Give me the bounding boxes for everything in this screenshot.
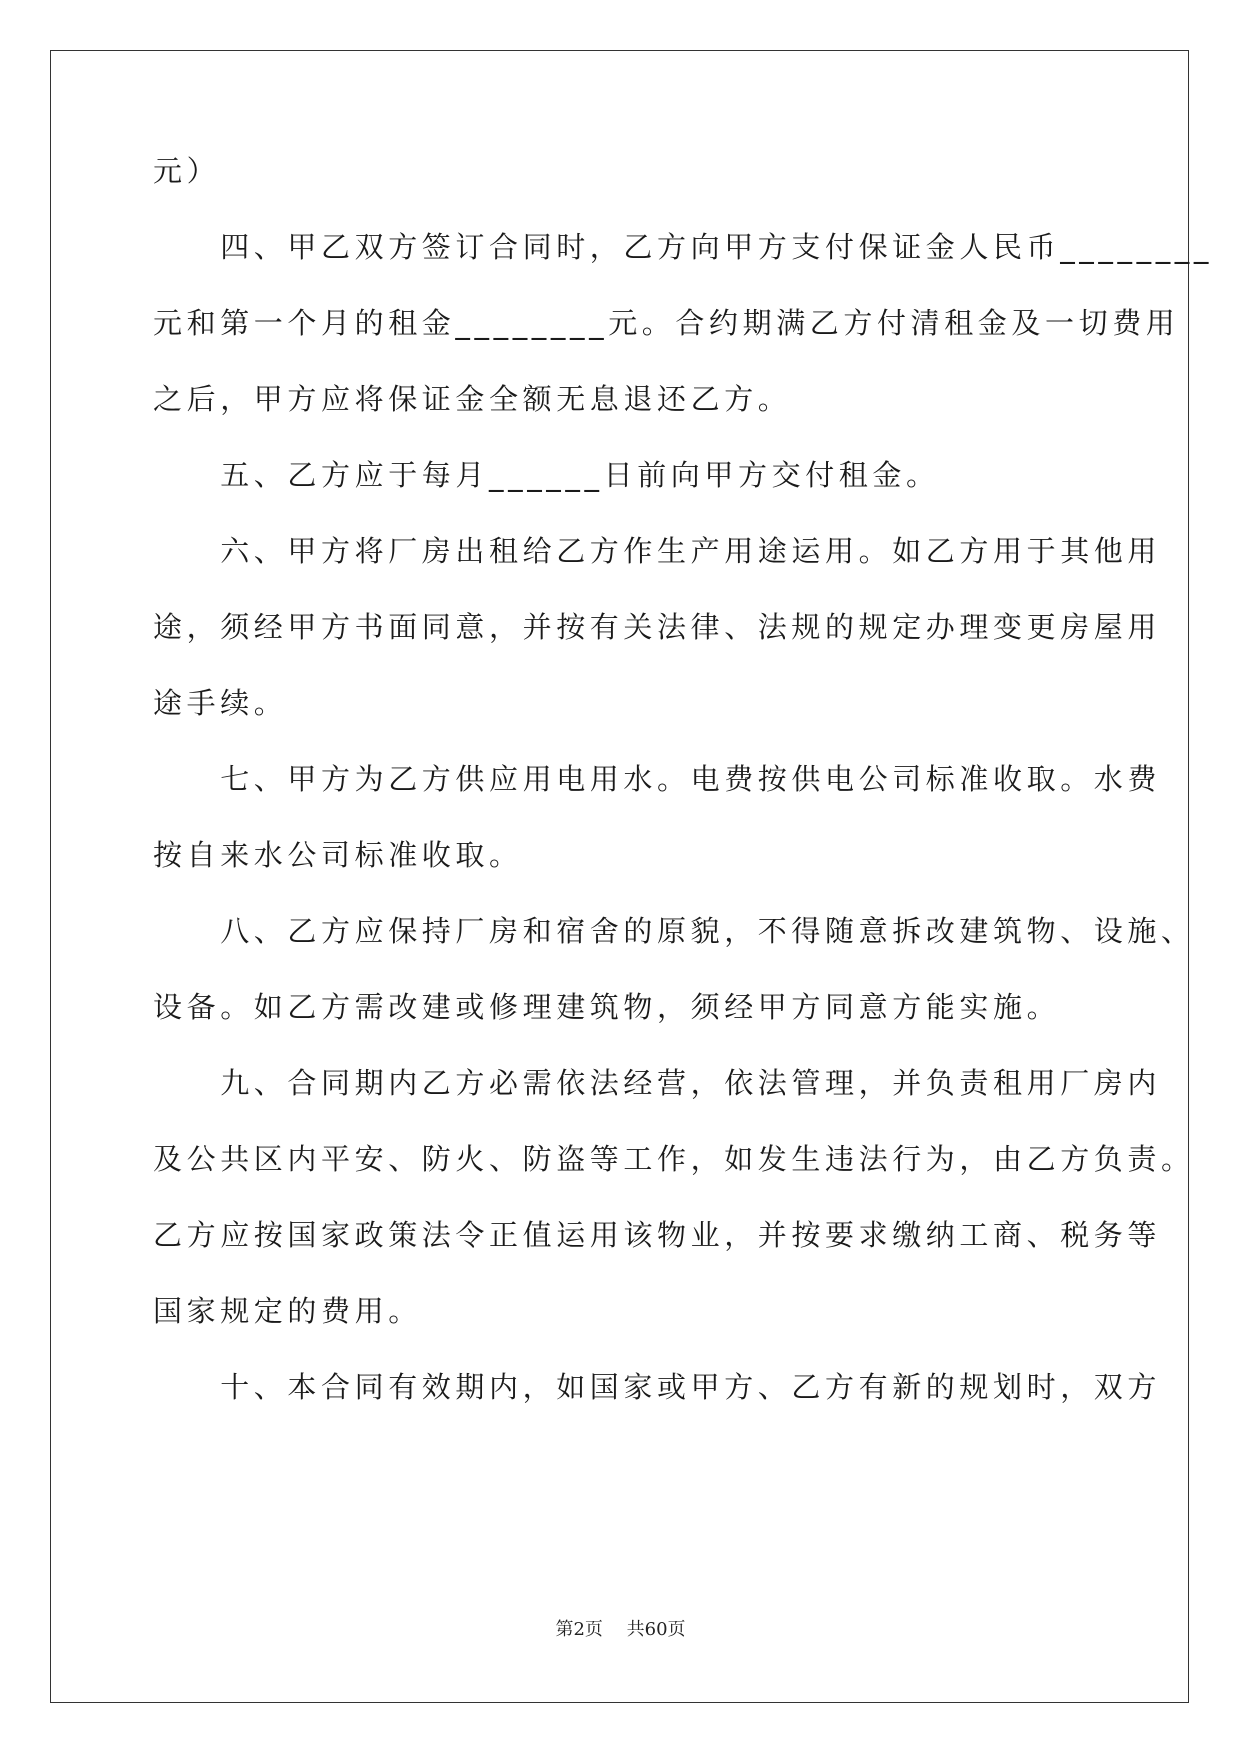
text-line: 元和第一个月的租金________元。合约期满乙方付清租金及一切费用 <box>153 306 1180 340</box>
text-line: 及公共区内平安、防火、防盗等工作，如发生违法行为，由乙方负责。 <box>153 1142 1195 1176</box>
page-footer: 第2页 共60页 <box>555 1619 686 1640</box>
text-line: 设备。如乙方需改建或修理建筑物，须经甲方同意方能实施。 <box>153 990 1061 1024</box>
text-line: 六、甲方将厂房出租给乙方作生产用途运用。如乙方用于其他用 <box>153 534 1162 568</box>
text-line: 之后，甲方应将保证金全额无息退还乙方。 <box>153 382 792 416</box>
page-border <box>50 50 1189 1703</box>
text-line: 五、乙方应于每月______日前向甲方交付租金。 <box>153 458 940 492</box>
text-line: 九、合同期内乙方必需依法经营，依法管理，并负责租用厂房内 <box>153 1066 1162 1100</box>
text-line: 八、乙方应保持厂房和宿舍的原貌，不得随意拆改建筑物、设施、 <box>153 914 1195 948</box>
text-line: 乙方应按国家政策法令正值运用该物业，并按要求缴纳工商、税务等 <box>153 1218 1162 1252</box>
text-line: 七、甲方为乙方供应用电用水。电费按供电公司标准收取。水费 <box>153 762 1162 796</box>
text-line: 元） <box>153 154 221 188</box>
text-line: 国家规定的费用。 <box>153 1294 422 1328</box>
text-line: 途，须经甲方书面同意，并按有关法律、法规的规定办理变更房屋用 <box>153 610 1162 644</box>
text-line: 途手续。 <box>153 686 288 720</box>
text-line: 按自来水公司标准收取。 <box>153 838 523 872</box>
text-line: 十、本合同有效期内，如国家或甲方、乙方有新的规划时，双方 <box>153 1370 1162 1404</box>
text-line: 四、甲乙双方签订合同时，乙方向甲方支付保证金人民币________ <box>153 230 1214 264</box>
